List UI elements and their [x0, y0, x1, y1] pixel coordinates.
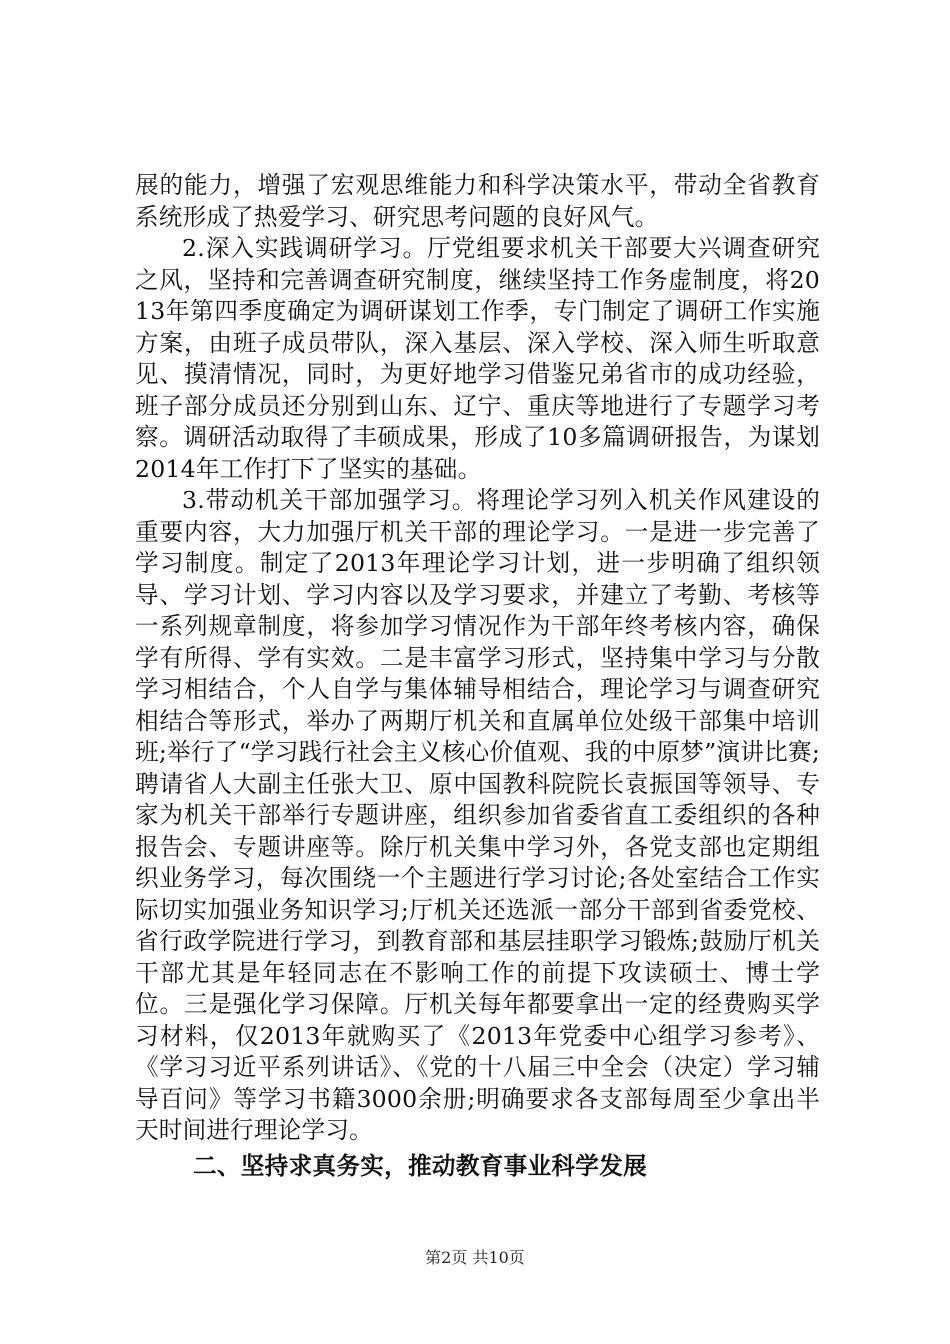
page-number-footer: 第2页 共10页 [425, 1248, 525, 1267]
section-heading: 二、坚持求真务实，推动教育事业科学发展 [193, 1151, 647, 1180]
paragraph-continuation: 展的能力，增强了宏观思维能力和科学决策水平，带动全省教育系统形成了热爱学习、研究思考问题的良好风气。 [135, 171, 820, 231]
document-body [135, 170, 820, 1183]
paragraph-field-research: 2.深入实践调研学习。厅党组要求机关干部要大兴调查研究之风，坚持和完善调查研究制度，继续坚持工作务虚制度，将2013年第四季度确定为调研谋划工作季，专门制定了调研工作实施方案，由班子成员带队，深入基层、深入学校、深入师生听取意见、摸清情况，同时，为更好地学习借鉴兄弟省市的成功经验，班子部分成员还分别到山东、辽宁、重庆等地进行了专题学习考察。调研活动取得了丰硕成果，形成了10多篇调研报告，为谋划2014年工作打下了坚实的基础。 [135, 234, 820, 483]
paragraph-cadre-learning: 3.带动机关干部加强学习。将理论学习列入机关作风建设的重要内容，大力加强厅机关干部的理论学习。一是进一步完善了学习制度。制定了2013年理论学习计划，进一步明确了组织领导、学习计划、学习内容以及学习要求，并建立了考勤、考核等一系列规章制度，将参加学习情况作为干部年终考核内容，确保学有所得、学有实效。二是丰富学习形式，坚持集中学习与分散学习相结合，个人自学与集体辅导相结合，理论学习与调查研究相结合等形式，举办了两期厅机关和直属单位处级干部集中培训班;举行了“学习践行社会主义核心价值观、我的中原梦”演讲比赛;聘请省人大副主任张大卫、原中国教科院院长袁振国等领导、专家为机关干部举行专题讲座，组织参加省委省直工委组织的各种报告会、专题讲座等。除厅机关集中学习外，各党支部也定期组织业务学习，每次围绕一个主题进行学习讨论;各处室结合工作实际切实加强业务知识学习;厅机关还选派一部分干部到省委党校、省行政学院进行学习，到教育部和基层挂职学习锻炼;鼓励厅机关干部尤其是年轻同志在不影响工作的前提下攻读硕士、博士学位。三是强化学习保障。厅机关每年都要拿出一定的经费购买学习材料，仅2013年就购买了《2013年党委中心组学习参考》、《学习习近平系列讲话》、《党的十八届三中全会（决定）学习辅导百问》等学习书籍3000余册;明确要求各支部每周至少拿出半天时间进行理论学习。 [135, 486, 820, 1144]
